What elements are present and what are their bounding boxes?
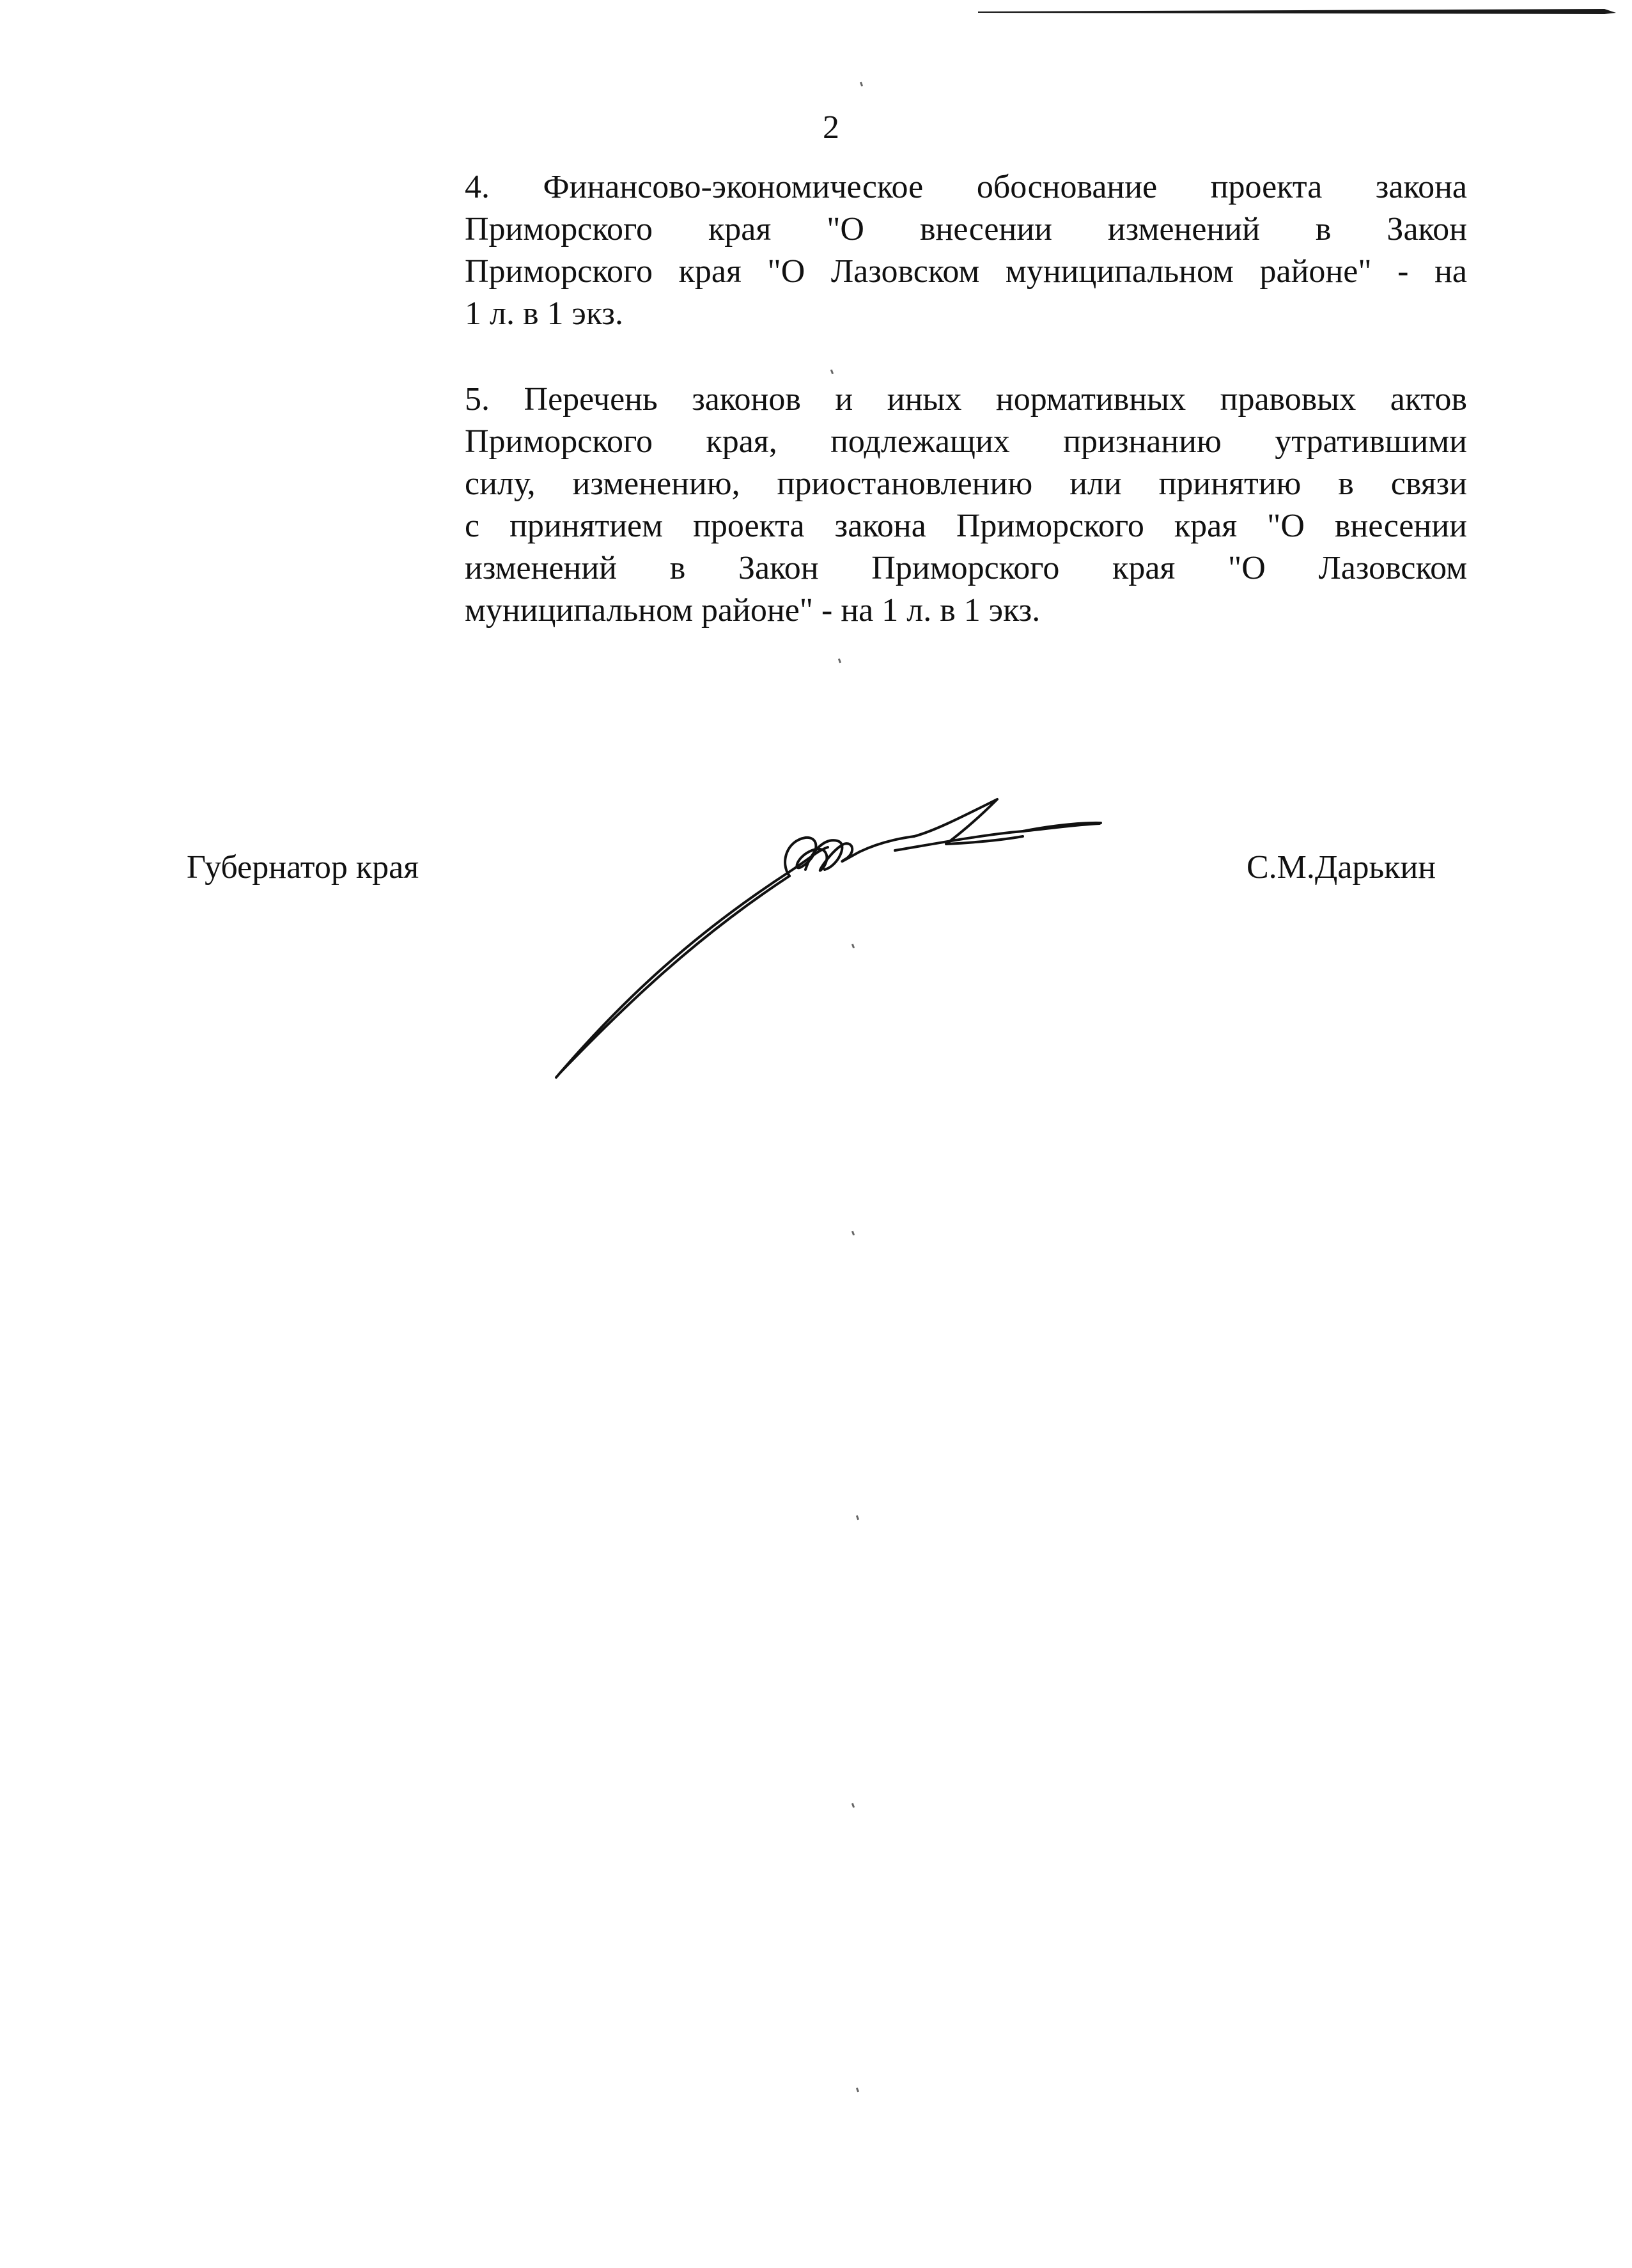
list-item-5 (465, 379, 1467, 632)
list-item-5-line: Приморского края, подлежащих признанию утратившими (465, 423, 1467, 460)
scan-speck (851, 1803, 855, 1808)
list-item-4-line: Приморского края "О Лазовском муниципальном районе" - на (465, 253, 1467, 290)
handwritten-signature (537, 780, 1112, 1100)
list-item-5-line: изменений в Закон Приморского края "О Лазовском (465, 550, 1467, 586)
signer-title: Губернатор края (187, 849, 419, 886)
scan-speck (830, 370, 834, 375)
scan-edge-mark (978, 5, 1617, 17)
list-item-5-line: силу, изменению, приостановлению или принятию в связи (465, 465, 1467, 502)
scan-speck (856, 2088, 859, 2093)
list-item-4-line: Приморского края "О внесении изменений в Закон (465, 211, 1467, 247)
scan-speck (860, 82, 863, 87)
scan-speck (851, 1231, 855, 1236)
list-item-5-line: муниципальном районе" - на 1 л. в 1 экз. (465, 592, 1041, 629)
list-item-4 (465, 166, 1467, 335)
list-item-4-line: 4. Финансово-экономическое обоснование проекта закона (465, 169, 1467, 205)
list-item-5-line: с принятием проекта закона Приморского края "О внесении (465, 508, 1467, 544)
scan-speck (838, 659, 841, 664)
list-item-5-line: 5. Перечень законов и иных нормативных правовых актов (465, 381, 1467, 418)
page-number: 2 (823, 109, 839, 146)
signer-name: С.М.Дарькин (1247, 849, 1436, 886)
scan-speck (856, 1515, 859, 1521)
list-item-4-line: 1 л. в 1 экз. (465, 295, 623, 332)
